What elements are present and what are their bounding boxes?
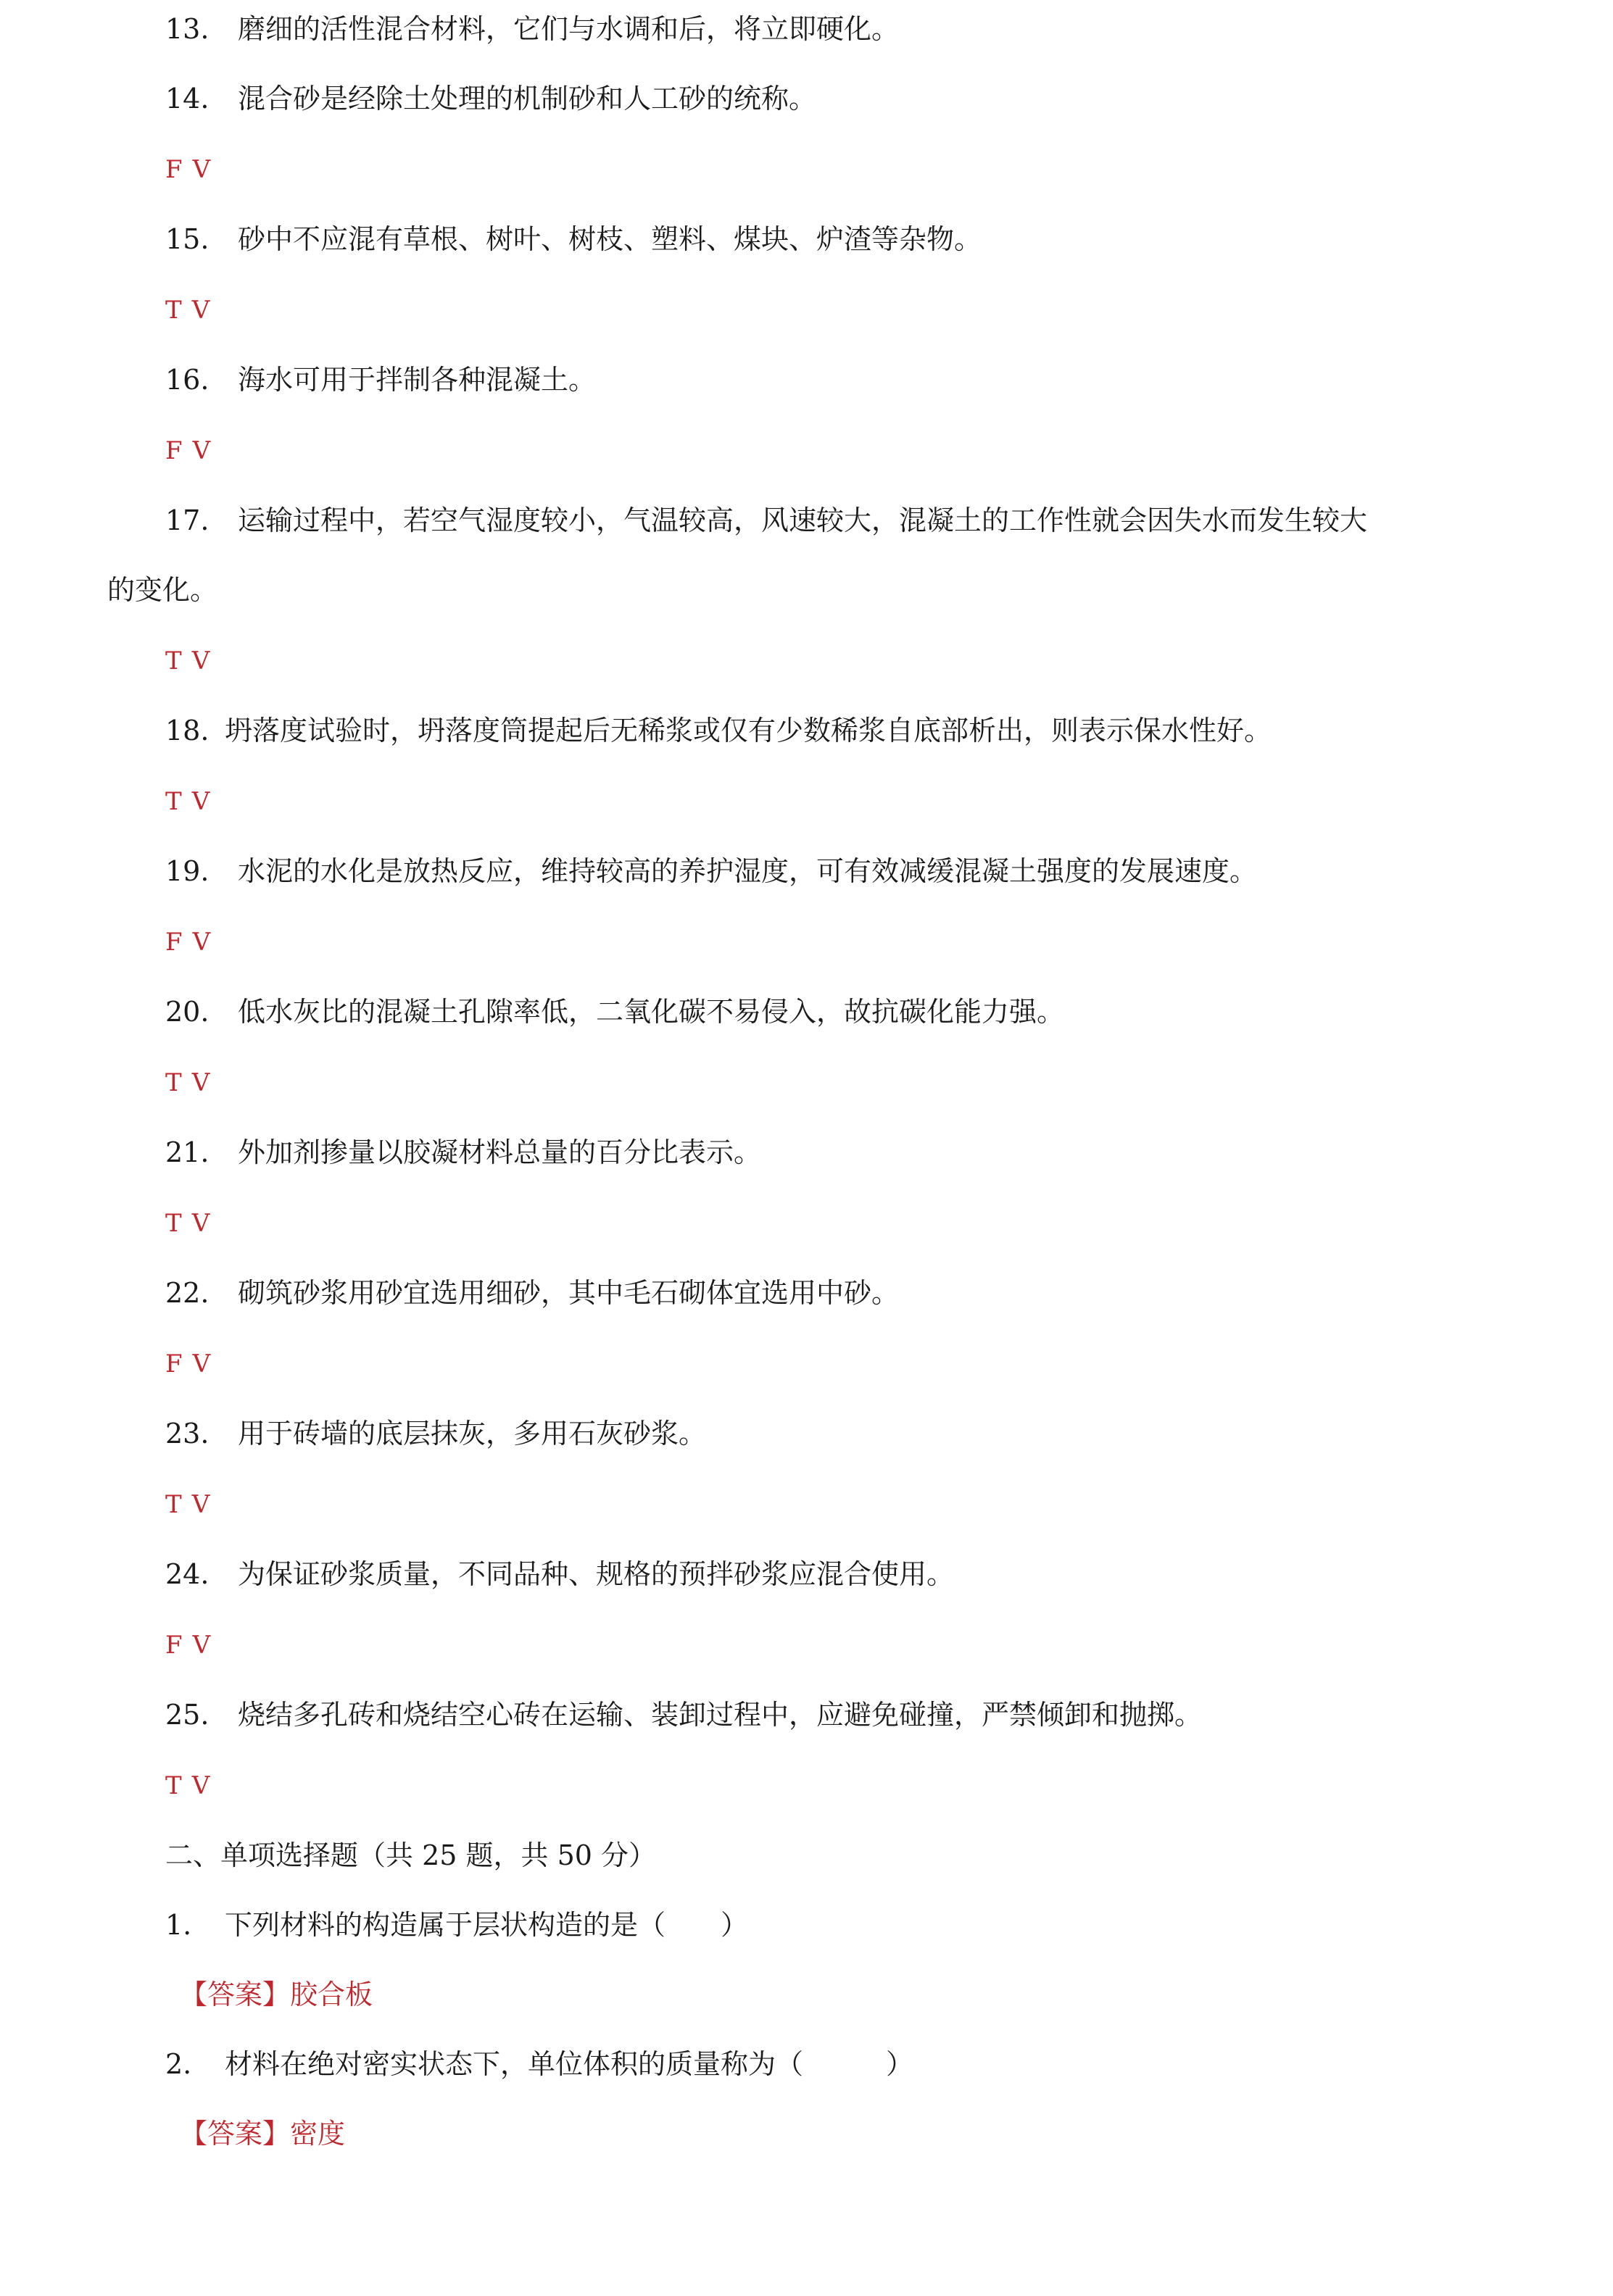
question-text: 为保证砂浆质量，不同品种、规格的预拌砂浆应混合使用。 — [238, 1558, 955, 1590]
question-24 — [165, 1557, 954, 1592]
question-text: 坍落度试验时，坍落度筒提起后无稀浆或仅有少数稀浆自底部析出，则表示保水性好。 — [225, 715, 1272, 746]
answer-check: V — [191, 1771, 213, 1800]
question-number: 14. — [165, 83, 210, 115]
question-23 — [165, 1416, 706, 1451]
question-19 — [165, 854, 1257, 889]
answer-value: 胶合板 — [290, 1979, 373, 2010]
answer-15 — [165, 293, 212, 328]
question-text: 运输过程中，若空气湿度较小，气温较高，风速较大，混凝土的工作性就会因失水而发生较大 — [238, 504, 1368, 536]
question-number: 21. — [165, 1136, 210, 1168]
question-number: 24. — [165, 1558, 210, 1590]
question-number: 1. — [165, 1909, 192, 1941]
question-17-continuation — [107, 573, 217, 607]
answer-check: V — [192, 1349, 214, 1378]
question-number: 23. — [165, 1418, 210, 1449]
question-number: 20. — [165, 996, 210, 1028]
answer-check: V — [192, 155, 214, 184]
question-18 — [165, 713, 1272, 748]
choice-answer-2 — [180, 2116, 345, 2151]
section-title: 二、单项选择题（共 25 题，共 50 分） — [165, 1839, 657, 1871]
answer-mark: F — [165, 1631, 186, 1660]
answer-check: V — [192, 1631, 214, 1660]
question-25 — [165, 1697, 1202, 1732]
question-14 — [165, 81, 816, 116]
question-number: 16. — [165, 364, 210, 396]
question-text: 砌筑砂浆用砂宜选用细砂，其中毛石砌体宜选用中砂。 — [238, 1277, 900, 1309]
answer-18 — [165, 784, 212, 819]
answer-check: V — [191, 296, 213, 325]
question-text: 混合砂是经除土处理的机制砂和人工砂的统称。 — [238, 83, 817, 115]
answer-label: 【答案】 — [180, 2118, 291, 2150]
answer-19 — [165, 925, 213, 960]
answer-mark: T — [165, 296, 185, 325]
answer-mark: T — [165, 646, 185, 675]
answer-label: 【答案】 — [180, 1979, 291, 2010]
question-16 — [165, 362, 596, 397]
question-22 — [165, 1276, 899, 1310]
answer-21 — [165, 1206, 212, 1241]
answer-25 — [165, 1768, 212, 1803]
answer-22 — [165, 1347, 213, 1381]
question-number: 19. — [165, 855, 210, 887]
question-text: 磨细的活性混合材料，它们与水调和后，将立即硬化。 — [238, 13, 900, 45]
question-17 — [165, 503, 1367, 538]
answer-24 — [165, 1628, 213, 1663]
answer-check: V — [191, 1490, 213, 1519]
question-21 — [165, 1135, 761, 1170]
question-15 — [165, 222, 982, 257]
answer-17 — [165, 644, 212, 678]
answer-23 — [165, 1487, 212, 1522]
question-text: 外加剂掺量以胶凝材料总量的百分比表示。 — [238, 1136, 762, 1168]
answer-mark: F — [165, 928, 186, 957]
answer-check: V — [191, 646, 213, 675]
answer-check: V — [191, 787, 213, 816]
answer-check: V — [191, 1068, 213, 1097]
answer-mark: T — [165, 1209, 185, 1238]
answer-check: V — [192, 928, 214, 957]
question-number: 2. — [165, 2048, 192, 2080]
answer-check: V — [191, 1209, 213, 1238]
question-text: 用于砖墙的底层抹灰，多用石灰砂浆。 — [238, 1418, 707, 1449]
answer-mark: F — [165, 155, 186, 184]
question-number: 25. — [165, 1699, 210, 1731]
question-text: 材料在绝对密实状态下，单位体积的质量称为（ ） — [225, 2048, 914, 2080]
question-text: 水泥的水化是放热反应，维持较高的养护湿度，可有效减缓混凝土强度的发展速度。 — [238, 855, 1258, 887]
answer-20 — [165, 1065, 212, 1100]
question-number: 13. — [165, 13, 210, 45]
answer-14 — [165, 152, 213, 187]
question-text: 海水可用于拌制各种混凝土。 — [238, 364, 597, 396]
question-text: 低水灰比的混凝土孔隙率低，二氧化碳不易侵入，故抗碳化能力强。 — [238, 996, 1065, 1028]
answer-value: 密度 — [290, 2118, 346, 2150]
answer-check: V — [192, 436, 214, 465]
question-number: 17. — [165, 504, 210, 536]
question-number: 15. — [165, 223, 210, 255]
answer-mark: T — [165, 1771, 185, 1800]
choice-question-1 — [165, 1908, 748, 1942]
answer-mark: T — [165, 1490, 185, 1519]
question-13 — [165, 12, 899, 46]
choice-answer-1 — [180, 1977, 373, 2012]
question-text-continued: 的变化。 — [107, 574, 218, 606]
question-number: 22. — [165, 1277, 210, 1309]
answer-mark: T — [165, 787, 185, 816]
question-number: 18. — [165, 715, 210, 746]
answer-16 — [165, 433, 213, 468]
answer-mark: F — [165, 1349, 186, 1378]
answer-mark: T — [165, 1068, 185, 1097]
question-20 — [165, 994, 1064, 1029]
answer-mark: F — [165, 436, 186, 465]
question-text: 烧结多孔砖和烧结空心砖在运输、装卸过程中，应避免碰撞，严禁倾卸和抛掷。 — [238, 1699, 1203, 1731]
question-text: 砂中不应混有草根、树叶、树枝、塑料、煤块、炉渣等杂物。 — [238, 223, 982, 255]
question-text: 下列材料的构造属于层状构造的是（ ） — [225, 1909, 749, 1941]
choice-question-2 — [165, 2047, 913, 2081]
